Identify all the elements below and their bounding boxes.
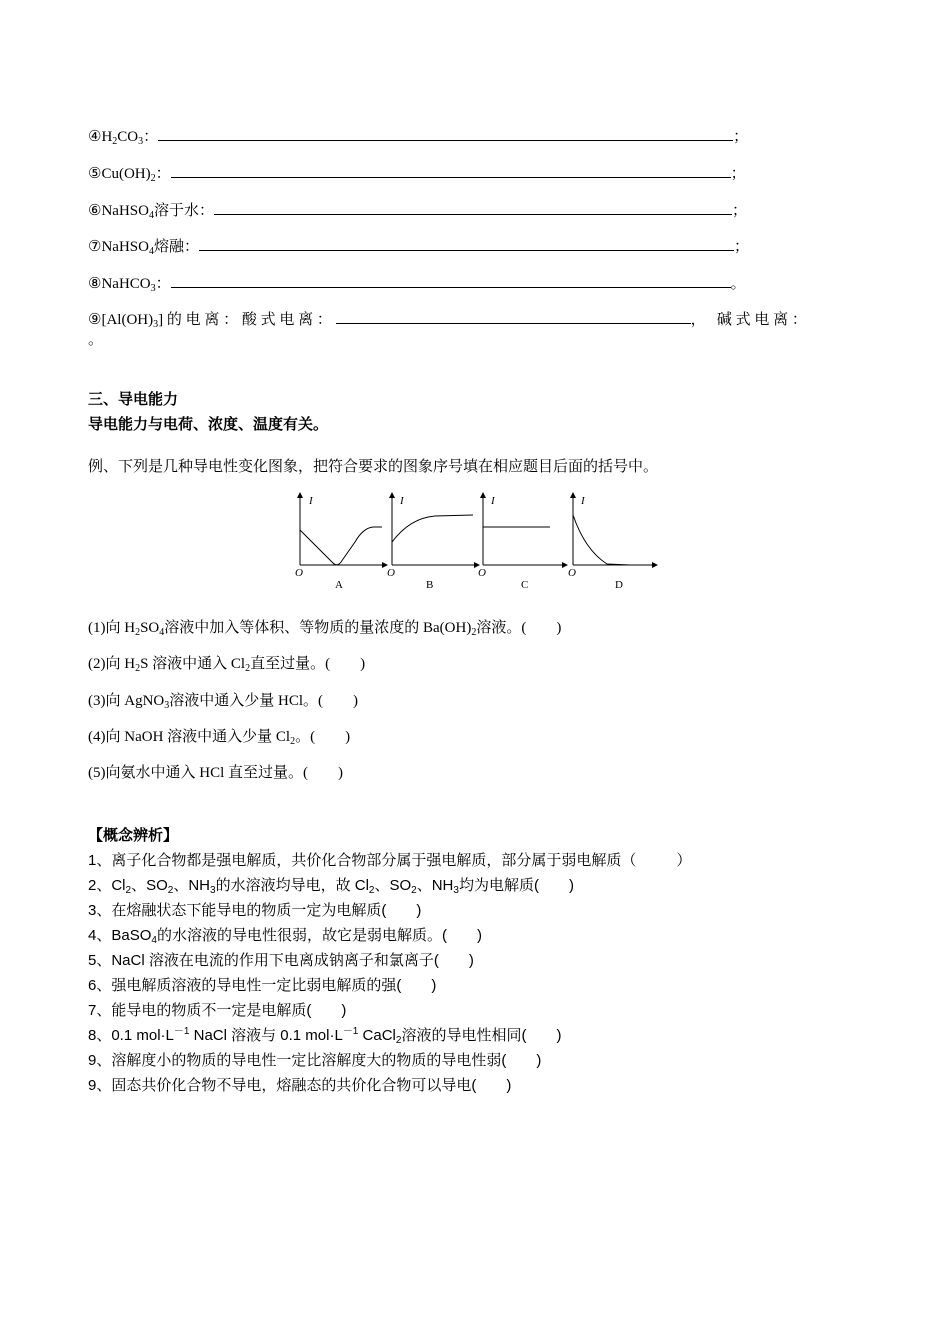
question-4: (4)向 NaOH 溶液中通入少量 $Cl_2$。( ): [88, 729, 351, 747]
curve-a: [300, 527, 382, 565]
graph-label-b: B: [426, 579, 434, 591]
answer-blank[interactable]: [199, 236, 734, 251]
axis-label-i: I: [400, 495, 404, 507]
graph-a: [295, 495, 385, 591]
equation-6: ⑥NaHSO$_4$溶于水： ；: [88, 200, 747, 221]
axis-label-i: I: [309, 495, 313, 507]
origin-label: O: [387, 567, 395, 579]
curve-d: [573, 515, 630, 565]
origin-label: O: [478, 567, 486, 579]
equation-7: ⑦NaHSO$_4$熔融： ；: [88, 236, 749, 257]
answer-blank[interactable]: [158, 126, 733, 141]
answer-blank[interactable]: [171, 163, 731, 178]
axis-label-i: I: [581, 495, 585, 507]
concept-4: 4、BaSO$_4$的水溶液的导电性很弱，故它是弱电解质。( ): [88, 927, 482, 946]
graph-c: [478, 495, 565, 591]
answer-blank[interactable]: [214, 200, 732, 215]
equation-5: $⑤Cu(OH)_2$： ；: [88, 163, 746, 184]
question-1: (1)向 $H_2SO_4$溶液中加入等体积、等物质的量浓度的 $Ba(OH)_2$溶液。( ): [88, 620, 562, 638]
equation-9-end: 。: [88, 332, 104, 348]
equation-9: $⑨[Al(OH)_3]$ 的 电 离 ： 酸 式 电 离 ： ， 碱 式 电 离 ：: [88, 309, 807, 330]
answer-blank[interactable]: [336, 309, 691, 324]
example-prompt: 例、下列是几种导电性变化图象，把符合要求的图象序号填在相应题目后面的括号中。: [88, 459, 659, 475]
concept-9: 9、溶解度小的物质的导电性一定比溶解度大的物质的导电性弱( ): [88, 1052, 542, 1069]
equation-8: ⑧NaHCO$_3$： 。: [88, 273, 746, 294]
concept-5: 5、NaCl 溶液在电流的作用下电离成钠离子和氯离子( ): [88, 952, 474, 969]
graph-label-a: A: [335, 579, 343, 591]
graph-d: [568, 495, 655, 591]
curve-b: [392, 515, 473, 542]
conductivity-graphs: [285, 490, 665, 595]
concept-2: 2、$Cl_2$、$SO_2$、$NH_3$的水溶液均导电，故 $Cl_2$、$SO_2$、$NH_3$均为电解质( ): [88, 877, 574, 896]
concepts-title: 【概念辨析】: [88, 827, 179, 844]
section-title: 三、导电能力: [88, 391, 179, 408]
origin-label: O: [295, 567, 303, 579]
section-subtitle: 导电能力与电荷、浓度、温度有关。: [88, 416, 329, 433]
question-2: (2)向 $H_2S$ 溶液中通入 $Cl_2$直至过量。( ): [88, 656, 366, 674]
graph-label-d: D: [615, 579, 623, 591]
concept-7: 7、能导电的物质不一定是电解质( ): [88, 1002, 347, 1019]
concept-8: 8、0.1 $mol\cdot L^{-1}$ NaCl 溶液与 0.1 $mol\cdot L^{-1}$ CaCl$_2$溶液的导电性相同( ): [88, 1026, 562, 1046]
question-5: (5)向氨水中通入 HCl 直至过量。( ): [88, 765, 343, 781]
concept-3: 3、在熔融状态下能导电的物质一定为电解质( ): [88, 902, 422, 919]
concept-1: 1、离子化合物都是强电解质，共价化合物部分属于强电解质，部分属于弱电解质（ ）: [88, 852, 692, 869]
origin-label: O: [568, 567, 576, 579]
answer-blank[interactable]: [171, 273, 731, 288]
equation-4: $④H_2CO_3$： ；: [88, 126, 748, 147]
axis-label-i: I: [491, 495, 495, 507]
graph-label-c: C: [521, 579, 529, 591]
question-3: (3)向 AgNO$_3$溶液中通入少量 HCl。( ): [88, 693, 359, 711]
concept-6: 6、强电解质溶液的导电性一定比弱电解质的强( ): [88, 977, 437, 994]
graph-b: [387, 495, 477, 591]
concept-10: 9、固态共价化合物不导电，熔融态的共价化合物可以导电( ): [88, 1077, 512, 1094]
